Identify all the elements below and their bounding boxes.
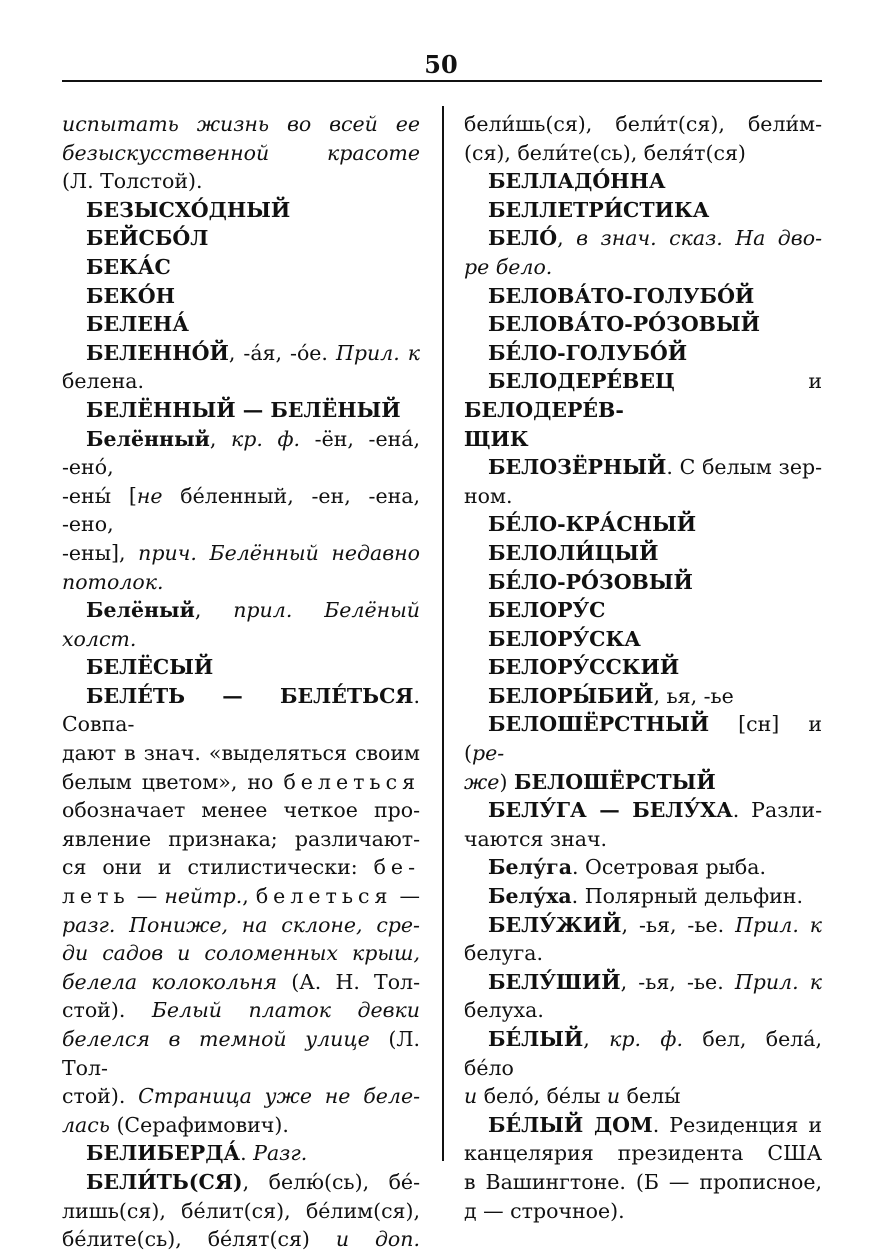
entry-headword: БЕ́ЛО-ГОЛУБО́Й: [488, 340, 688, 365]
text-line: обозначает менее четкое про-: [62, 798, 420, 823]
entry-headword: БЕЗЫСХО́ДНЫЙ: [86, 197, 291, 222]
text-line: белелся в темной улице (Л. Тол-: [62, 1027, 420, 1080]
dictionary-entry: БЕЛУ́ШИЙ, -ья, -ье. Прил. к: [488, 969, 822, 994]
text-line: (Л. Толстой).: [62, 169, 203, 194]
dictionary-entry: БЕЛОРЫ́БИЙ, ья, -ье: [488, 683, 734, 708]
text-line: ся они и стилистически: бе-: [62, 855, 420, 880]
text-line: д — строчное).: [464, 1198, 625, 1223]
dictionary-subentry: Белённый, кр. ф. -ён, -ена́, -ено́,: [62, 426, 420, 480]
entry-headword: БЕ́ЛО-КРА́СНЫЙ: [488, 512, 697, 537]
left-column: [62, 110, 420, 1254]
entry-headword: БЕЛЛЕТРИ́СТИКА: [488, 197, 710, 222]
dictionary-entry: БЕЛУ́ЖИЙ, -ья, -ье. Прил. к: [488, 912, 823, 937]
text-line: ди садов и соломенных крыш,: [62, 941, 420, 966]
dictionary-entry: БЕЛОШЁРСТНЫЙ [сн] и (ре-: [464, 712, 822, 766]
entry-headword: БЕЛОЛИ́ЦЫЙ: [488, 540, 659, 565]
dictionary-subentry: Белу́ха. Полярный дельфин.: [488, 884, 803, 909]
text-line: бе́лите(сь), бе́лят(ся) и доп.: [62, 1227, 420, 1252]
entry-headword: БЕКО́Н: [86, 283, 176, 308]
text-line: белуга.: [464, 941, 544, 966]
entry-headword: БЕЛОРУ́С: [488, 598, 606, 623]
text-line: белела колокольня (А. Н. Тол-: [62, 969, 420, 994]
dictionary-entry: БЕЛУ́ГА — БЕЛУ́ХА. Разли-: [488, 798, 822, 823]
text-line: -ены́ [не бе́ленный, -ен, -ена, -ено,: [62, 483, 420, 537]
text-line: безыскусственной красоте: [62, 140, 420, 165]
text-line: лишь(ся), бе́лит(ся), бе́лим(ся),: [62, 1198, 420, 1223]
text-line: чаются знач.: [464, 826, 608, 851]
dictionary-entry: БЕЛИБЕРДА́. Разг.: [86, 1141, 308, 1166]
text-line: белым цветом», но белеться: [62, 769, 420, 794]
dictionary-entry: БЕ́ЛЫЙ, кр. ф. бел, бела́, бе́ло: [464, 1027, 822, 1080]
dictionary-entry: БЕЛОЗЁРНЫЙ. С белым зер-: [488, 455, 822, 480]
dictionary-entry: БЕЛИ́ТЬ(СЯ), белю́(сь), бе́-: [86, 1169, 420, 1194]
entry-headword: БЕЛОРУ́ССКИЙ: [488, 655, 680, 680]
text-line: и бело́, бе́лы и белы́: [464, 1084, 681, 1109]
text-line: стой). Страница уже не беле-: [62, 1084, 421, 1109]
text-line: канцелярия президента США: [464, 1141, 822, 1166]
dictionary-entry: БЕЛЕ́ТЬ — БЕЛЕ́ТЬСЯ. Совпа-: [62, 683, 420, 737]
column-divider: [442, 106, 444, 1161]
dictionary-entry: БЕЛЕННО́Й, -а́я, -о́е. Прил. к: [86, 340, 420, 365]
right-column: [464, 110, 822, 1225]
entry-headword: БЕ́ЛО-РО́ЗОВЫЙ: [488, 569, 693, 594]
dictionary-subentry: Белёный, прил. Белёный: [86, 598, 420, 623]
text-line: бели́шь(ся), бели́т(ся), бели́м-: [464, 112, 822, 136]
text-line: испытать жизнь во всей ее: [62, 112, 420, 136]
text-line: разг. Пониже, на склоне, сре-: [62, 912, 420, 937]
dictionary-entry: БЕЛО́, в знач. сказ. На дво-: [488, 226, 822, 251]
text-line: потолок.: [62, 569, 164, 594]
entry-headword: БЕЛОРУ́СКА: [488, 626, 641, 651]
text-line: явление признака; различают-: [62, 826, 420, 851]
text-line: леть — нейтр., белеться —: [62, 884, 420, 909]
text-line: стой). Белый платок девки: [62, 998, 420, 1023]
entry-headword: БЕЛЁСЫЙ: [86, 655, 214, 680]
dictionary-entry: БЕ́ЛЫЙ ДОМ. Резиденция и: [488, 1112, 822, 1137]
text-line: ре бело.: [464, 254, 553, 279]
entry-headword: БЕЛОВА́ТО-РО́ЗОВЫЙ: [488, 312, 761, 337]
text-line: -ены], прич. Белённый недавно: [62, 540, 420, 565]
text-line: же) БЕЛОШЁРСТЫЙ: [464, 769, 716, 794]
text-line: холст.: [62, 626, 137, 651]
entry-headword: БЕЛОВА́ТО-ГОЛУБО́Й: [488, 283, 755, 308]
text-line: ном.: [464, 483, 513, 508]
entry-headword: БЕКА́С: [86, 254, 171, 279]
entry-headword: БЕЛЛАДО́ННА: [488, 169, 666, 194]
entry-headword: БЕЙСБО́Л: [86, 226, 209, 251]
dictionary-subentry: Белу́га. Осетровая рыба.: [488, 855, 766, 880]
entry-headword: БЕЛЕНА́: [86, 312, 189, 337]
dictionary-entry: БЕЛОДЕРЕ́ВЕЦ и БЕЛОДЕРЕ́В-: [464, 369, 822, 422]
text-line: белуха.: [464, 998, 544, 1023]
text-line: белена.: [62, 369, 145, 394]
entry-headword: БЕЛЁННЫЙ — БЕЛЁНЫЙ: [86, 397, 401, 422]
text-line: лась (Серафимович).: [62, 1112, 289, 1137]
page-number: 50: [424, 50, 458, 79]
text-line: (ся), бели́те(сь), беля́т(ся): [464, 140, 746, 165]
text-line: в Вашингтоне. (Б — прописное,: [464, 1169, 822, 1194]
entry-headword: ЩИК: [464, 426, 529, 451]
text-line: дают в знач. «выделяться своим: [62, 741, 420, 766]
header-rule: [62, 80, 822, 82]
